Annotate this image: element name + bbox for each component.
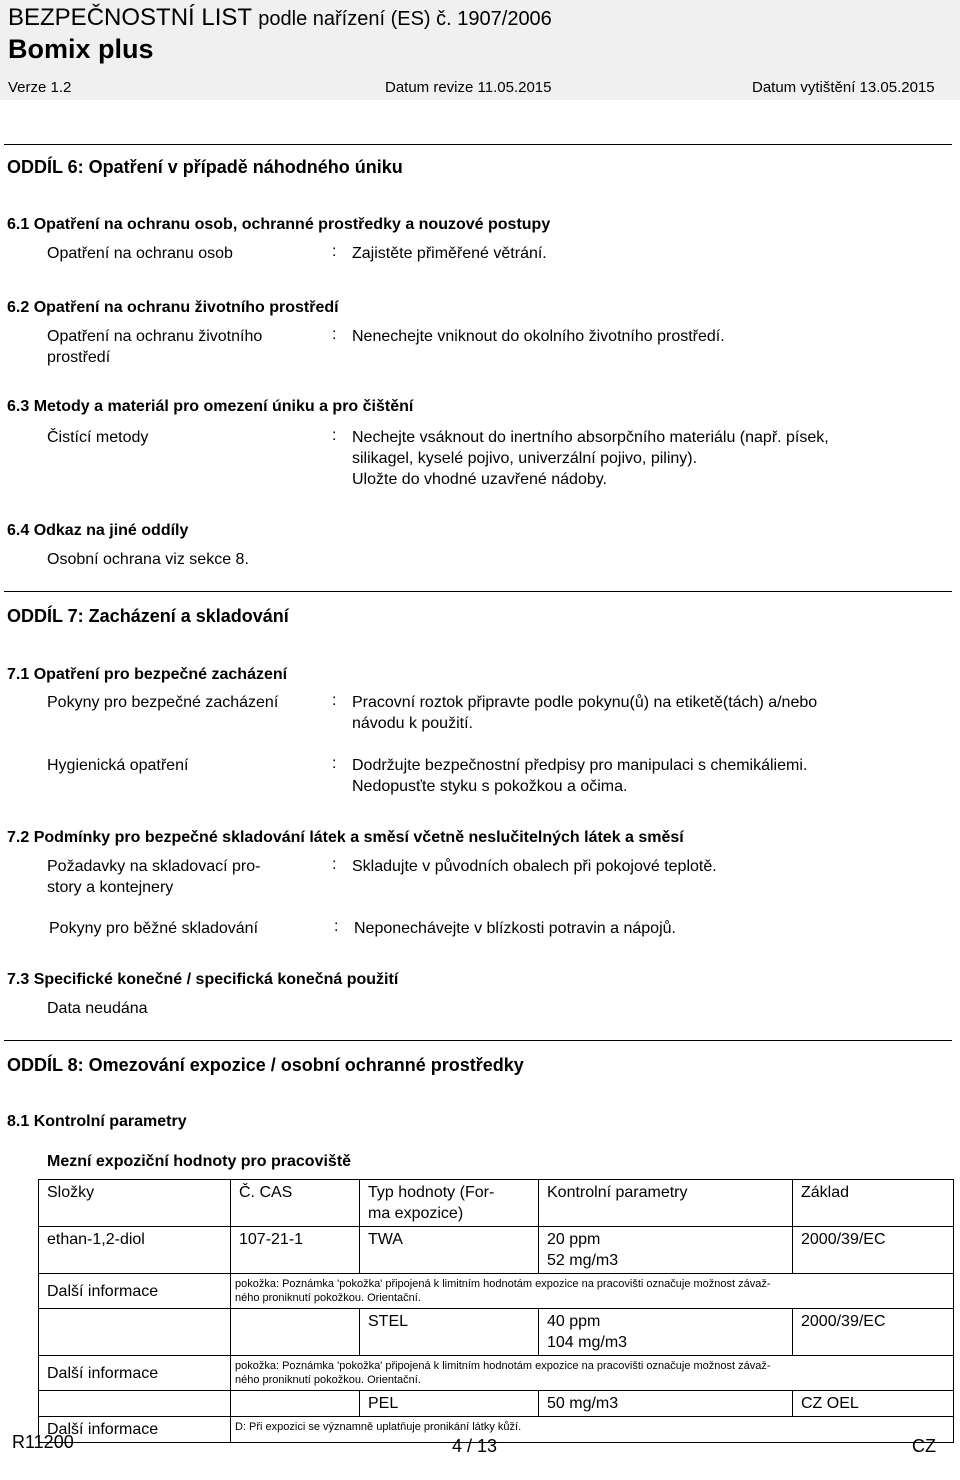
value-type-cell: PEL <box>360 1391 539 1417</box>
field-label: Požadavky na skladovací pro- <box>47 858 261 875</box>
table-note-row <box>39 1356 954 1391</box>
field-value: návodu k použití. <box>352 715 473 732</box>
control-parameter-cell: 40 ppm 104 mg/m3 <box>539 1309 793 1356</box>
note-cell: pokožka: Poznámka 'pokožka' připojená k limitním hodnotám expozice na pracovišti označuje možnost závaž- ného proniknutí pokožkou. Orientační. <box>231 1274 954 1309</box>
field-value: Zajistěte přiměřené větrání. <box>352 245 547 262</box>
section-8-title: ODDÍL 8: Omezování expozice / osobní ochranné prostředky <box>7 1055 524 1075</box>
note-cell: pokožka: Poznámka 'pokožka' připojená k limitním hodnotám expozice na pracovišti označuje možnost závaž- ného proniknutí pokožkou. Orientační. <box>231 1356 954 1391</box>
field-label: Opatření na ochranu osob <box>47 245 233 262</box>
cas-cell: 107-21-1 <box>231 1227 360 1274</box>
regulation-reference: podle nařízení (ES) č. 1907/2006 <box>258 8 552 30</box>
control-parameter-cell: 20 ppm 52 mg/m3 <box>539 1227 793 1274</box>
field-label: Pokyny pro běžné skladování <box>49 920 259 937</box>
field-label: Pokyny pro bezpečné zacházení <box>47 694 279 711</box>
subsection-8-1-title: 8.1 Kontrolní parametry <box>7 1113 187 1130</box>
subsection-6-3-title: 6.3 Metody a materiál pro omezení úniku a pro čištění <box>7 398 414 415</box>
cross-reference-text: Osobní ochrana viz sekce 8. <box>47 551 249 568</box>
note-label-cell: Další informace <box>39 1274 231 1309</box>
colon: : <box>332 427 337 444</box>
cas-cell <box>231 1391 360 1417</box>
exposure-limits-table <box>38 1179 954 1443</box>
header-cell: Složky <box>39 1180 231 1227</box>
table-header-row <box>39 1180 954 1227</box>
value-type-cell: STEL <box>360 1309 539 1356</box>
field-value: Dodržujte bezpečnostní předpisy pro manipulaci s chemikáliemi. <box>352 757 808 774</box>
product-name: Bomix plus <box>8 34 154 64</box>
country-code: CZ <box>912 1436 936 1456</box>
colon: : <box>334 918 339 935</box>
basis-cell: 2000/39/EC <box>793 1309 954 1356</box>
end-use-text: Data neudána <box>47 1000 148 1017</box>
section-divider <box>4 1040 952 1041</box>
field-label: Hygienická opatření <box>47 757 189 774</box>
colon: : <box>332 326 337 343</box>
colon: : <box>332 692 337 709</box>
version: Verze 1.2 <box>8 79 72 96</box>
table-note-row <box>39 1274 954 1309</box>
field-value: Neponechávejte v blízkosti potravin a nápojů. <box>354 920 676 937</box>
field-label-cont: story a kontejnery <box>47 879 174 896</box>
table-row <box>39 1391 954 1417</box>
header-cell: Základ <box>793 1180 954 1227</box>
cas-cell <box>231 1309 360 1356</box>
field-value: Uložte do vhodné uzavřené nádoby. <box>352 471 607 488</box>
note-label-cell: Další informace <box>39 1356 231 1391</box>
subsection-6-1-title: 6.1 Opatření na ochranu osob, ochranné prostředky a nouzové postupy <box>7 216 551 233</box>
basis-cell: 2000/39/EC <box>793 1227 954 1274</box>
section-divider <box>4 591 952 592</box>
revision-date: Datum revize 11.05.2015 <box>385 79 552 96</box>
section-7-title: ODDÍL 7: Zacházení a skladování <box>7 606 289 626</box>
field-value: Nedopusťte styku s pokožkou a očima. <box>352 778 628 795</box>
page-number: 4 / 13 <box>452 1436 498 1456</box>
field-label: Čistící metody <box>47 429 149 446</box>
component-cell <box>39 1391 231 1417</box>
subsection-7-2-title: 7.2 Podmínky pro bezpečné skladování látek a směsí včetně neslučitelných látek a směsí <box>7 829 684 846</box>
subsection-7-3-title: 7.3 Specifické konečné / specifická konečná použití <box>7 971 399 988</box>
document-code: R11200 <box>12 1432 74 1452</box>
component-cell <box>39 1309 231 1356</box>
section-divider <box>4 144 952 145</box>
colon: : <box>332 243 337 260</box>
control-parameter-cell: 50 mg/m3 <box>539 1391 793 1417</box>
note-label-cell: Další informace <box>39 1417 231 1443</box>
subsection-7-1-title: 7.1 Opatření pro bezpečné zacházení <box>7 666 288 683</box>
subsection-6-4-title: 6.4 Odkaz na jiné oddíly <box>7 522 189 539</box>
header-cell: Č. CAS <box>231 1180 360 1227</box>
subsection-6-2-title: 6.2 Opatření na ochranu životního prostředí <box>7 299 339 316</box>
note-cell: D: Při expozici se významně uplatňuje pronikání látky kůží. <box>231 1417 954 1443</box>
component-cell: ethan-1,2-diol <box>39 1227 231 1274</box>
basis-cell: CZ OEL <box>793 1391 954 1417</box>
field-value: Nenechejte vniknout do okolního životního prostředí. <box>352 328 725 345</box>
field-label-cont: prostředí <box>47 349 111 366</box>
table-row <box>39 1309 954 1356</box>
header-cell: Kontrolní parametry <box>539 1180 793 1227</box>
document-title: BEZPEČNOSTNÍ LIST podle nařízení (ES) č. 1907/2006 <box>8 4 552 31</box>
table-title: Mezní expoziční hodnoty pro pracoviště <box>47 1153 352 1170</box>
colon: : <box>332 856 337 873</box>
field-value: Nechejte vsáknout do inertního absorpčního materiálu (např. písek, <box>352 429 829 446</box>
value-type-cell: TWA <box>360 1227 539 1274</box>
field-value: Pracovní roztok připravte podle pokynu(ů) na etiketě(tách) a/nebo <box>352 694 818 711</box>
print-date: Datum vytištění 13.05.2015 <box>752 79 935 96</box>
field-value: Skladujte v původních obalech při pokojové teplotě. <box>352 858 717 875</box>
section-6-title: ODDÍL 6: Opatření v případě náhodného úniku <box>7 157 403 177</box>
field-value: silikagel, kyselé pojivo, univerzální pojivo, piliny). <box>352 450 698 467</box>
header-cell: Typ hodnoty (For- ma expozice) <box>360 1180 539 1227</box>
table-row <box>39 1227 954 1274</box>
colon: : <box>332 755 337 772</box>
field-label: Opatření na ochranu životního <box>47 328 263 345</box>
